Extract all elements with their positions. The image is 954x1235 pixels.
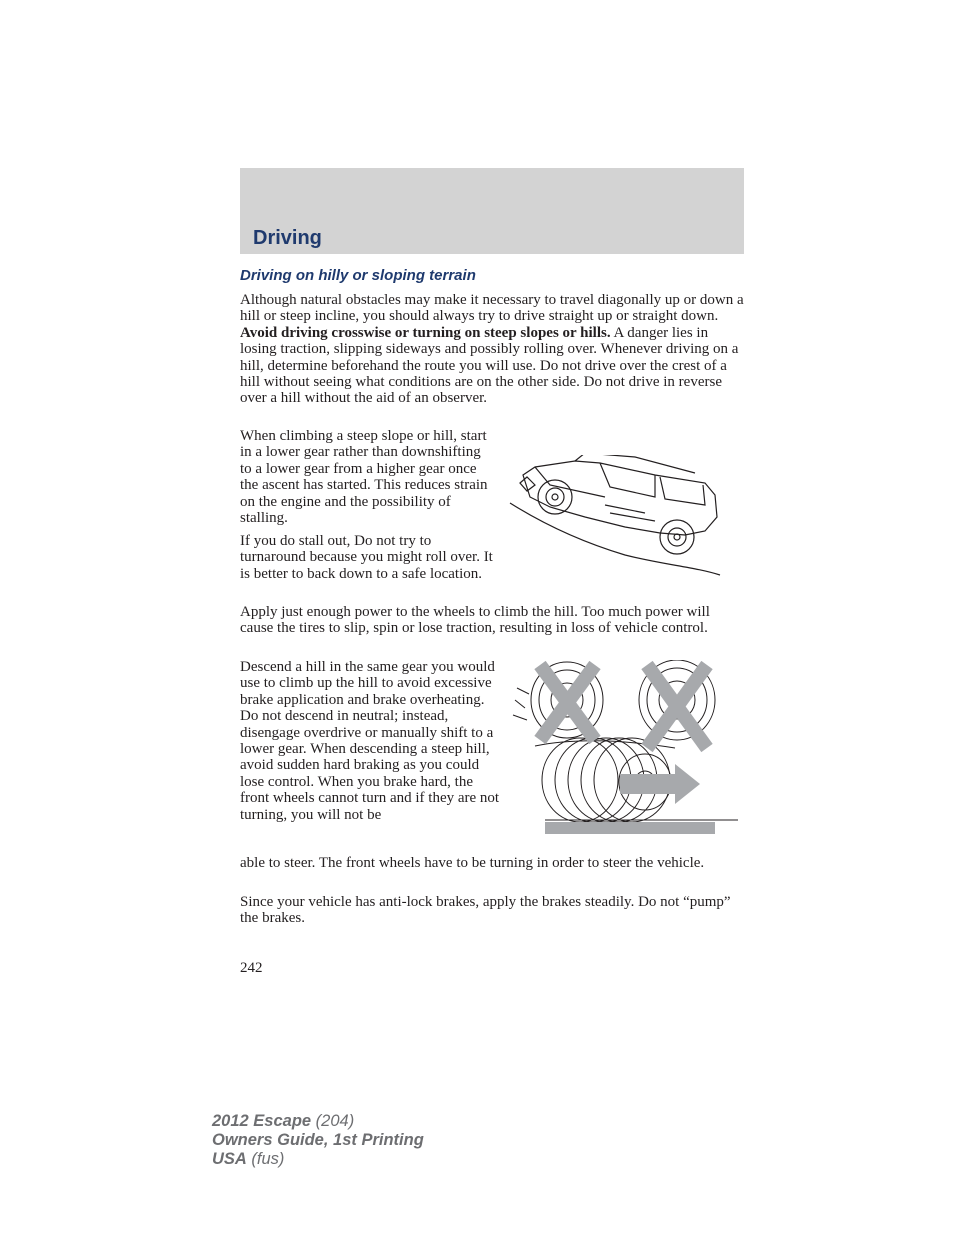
paragraph-5-wrapped: Descend a hill in the same gear you would use to climb up the hill to avoid excessive brake application and brake overheating. Do not descend in neutral; instead, disengage overdrive or manually shift to a lower gear. When descending a steep hill, avoid sudden hard braking as you could lose control. When you brake hard, the front wheels cannot turn and if they are not turning, you will not be <box>240 659 500 823</box>
paragraph-6: Since your vehicle has anti-lock brakes, apply the brakes steadily. Do not “pump” the brakes. <box>240 894 731 927</box>
footer-line-2: Owners Guide, 1st Printing <box>212 1131 424 1149</box>
paragraph-2: When climbing a steep slope or hill, start in a lower gear rather than downshifting to a lower gear from a higher gear once the ascent has started. This reduces strain on the engine and the possibility of stalling. <box>240 428 488 527</box>
subheading: Driving on hilly or sloping terrain <box>240 267 476 284</box>
paragraph-1-text-b: A danger lies in losing traction, slipping sideways and possibly rolling over. Whenever driving on a hill, determine beforehand the route you will use. Do not drive over the crest of a hill without seeing what conditions are on the other side. Do not drive in reverse over a hill without the aid of an observer. <box>240 324 739 407</box>
footer <box>212 1112 424 1169</box>
page-number: 242 <box>240 960 263 976</box>
paragraph-1-warning: Avoid driving crosswise or turning on steep slopes or hills. <box>240 324 611 341</box>
paragraph-4: Apply just enough power to the wheels to climb the hill. Too much power will cause the tires to slip, spin or lose traction, resulting in loss of vehicle control. <box>240 604 710 637</box>
paragraph-1 <box>240 292 746 407</box>
footer-line-3: USA (fus) <box>212 1150 285 1168</box>
paragraph-1-text-a: Although natural obstacles may make it necessary to travel diagonally up or down a hill or steep incline, you should always try to drive straight up or straight down. <box>240 292 744 325</box>
suv-on-slope-illustration <box>505 455 730 580</box>
footer-line-1: 2012 Escape (204) <box>212 1112 355 1130</box>
paragraph-5-continued: able to steer. The front wheels have to be turning in order to steer the vehicle. <box>240 855 705 871</box>
wheel-braking-illustration <box>505 660 740 840</box>
paragraph-3: If you do stall out, Do not try to turnaround because you might roll over. It is better to back down to a safe location. <box>240 533 493 582</box>
section-title: Driving <box>253 227 322 249</box>
